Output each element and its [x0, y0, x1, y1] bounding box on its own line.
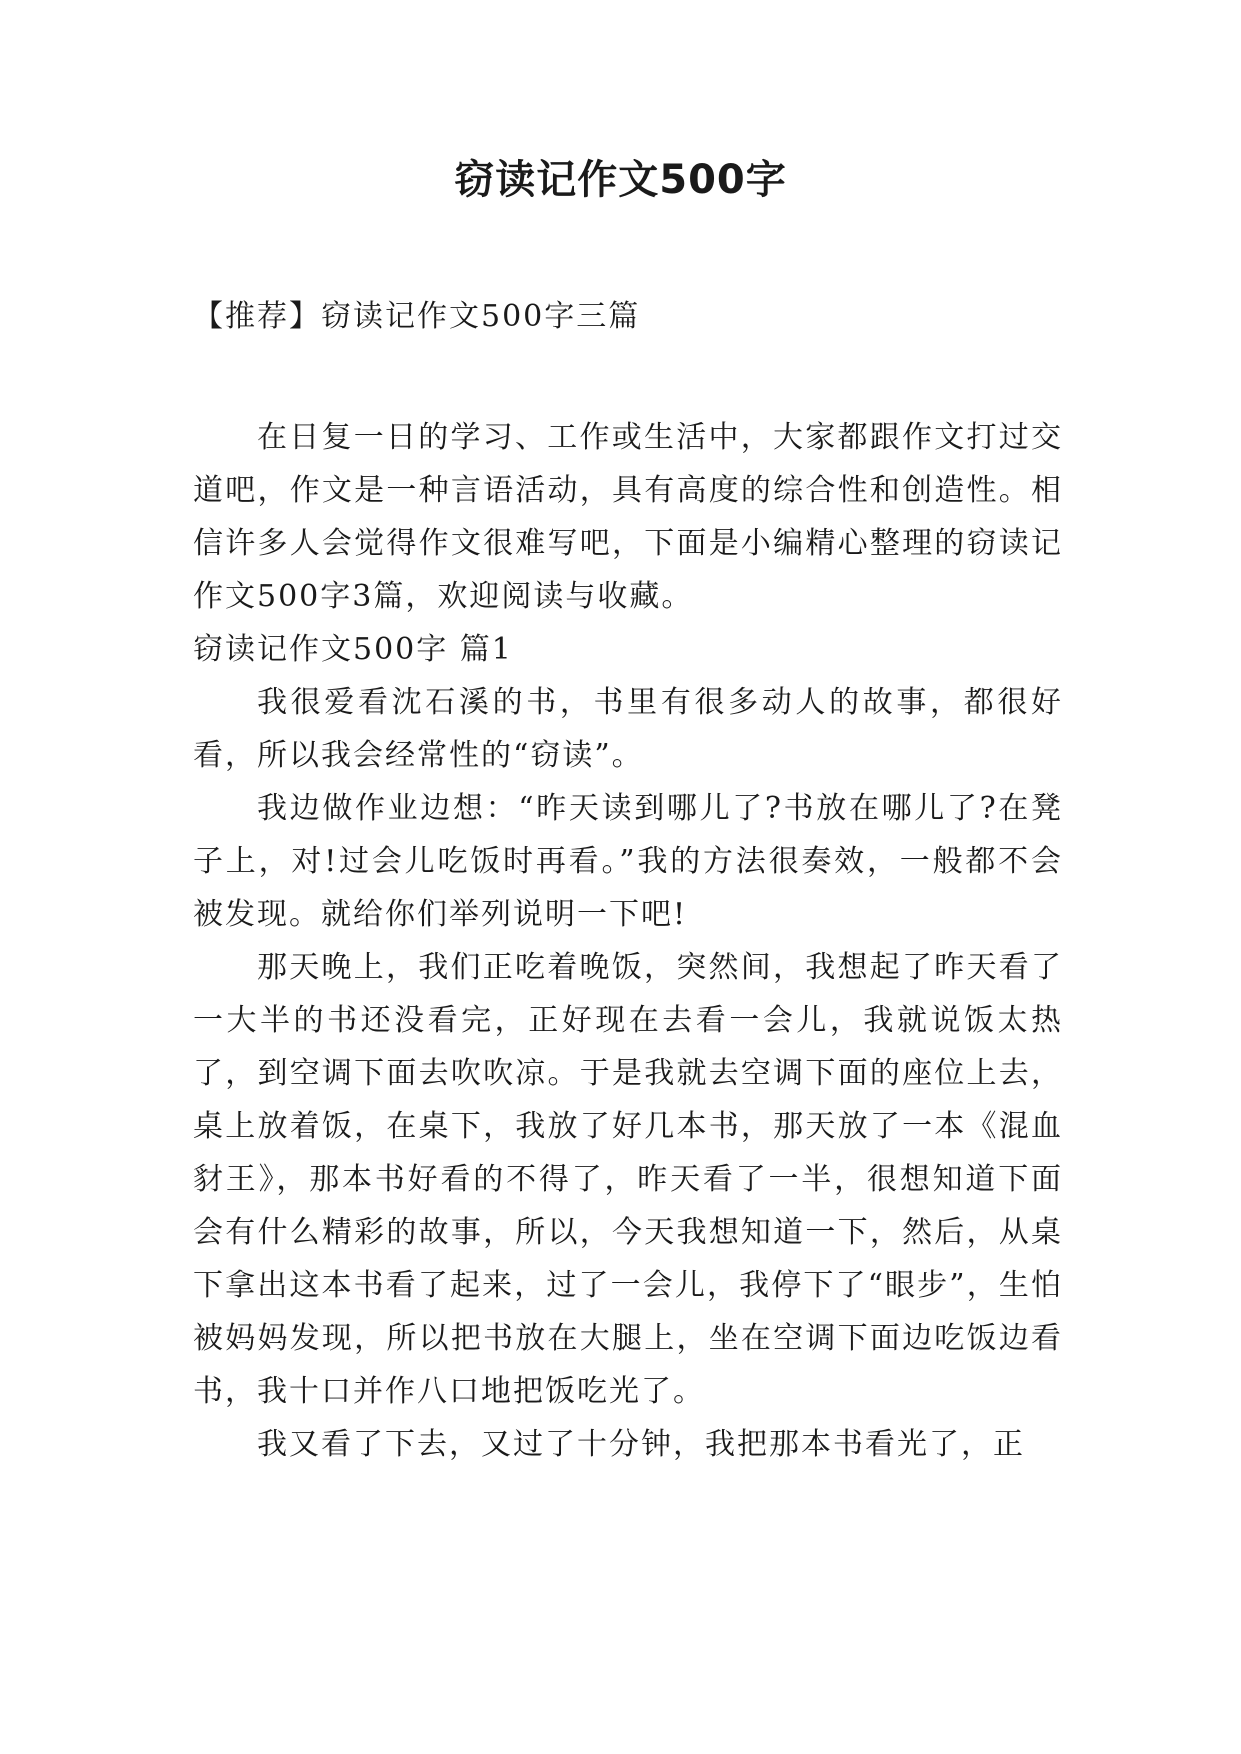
document-body — [193, 290, 1063, 1471]
section-heading: 窃读记作文500字 篇1 — [193, 632, 513, 667]
document-title: 窃读记作文500字 — [454, 157, 787, 203]
paragraph: 那天晚上，我们正吃着晚饭，突然间，我想起了昨天看了一大半的书还没看完，正好现在去看一会儿，我就说饭太热了，到空调下面去吹吹凉。于是我就去空调下面的座位上去，桌上放着饭，在桌下，我放了好几本书，那天放了一本《混血豺王》，那本书好看的不得了，昨天看了一半，很想知道下面会有什么精彩的故事，所以，今天我想知道一下，然后，从桌下拿出这本书看了起来，过了一会儿，我停下了“眼步”，生怕被妈妈发现，所以把书放在大腿上，坐在空调下面边吃饭边看书，我十口并作八口地把饭吃光了。 — [193, 950, 1063, 1409]
paragraph: 我边做作业边想：“昨天读到哪儿了?书放在哪儿了?在凳子上，对!过会儿吃饭时再看。”我的方法很奏效，一般都不会被发现。就给你们举列说明一下吧! — [193, 791, 1063, 932]
intro-paragraph: 在日复一日的学习、工作或生活中，大家都跟作文打过交道吧，作文是一种言语活动，具有高度的综合性和创造性。相信许多人会觉得作文很难写吧，下面是小编精心整理的窃读记作文500字3篇，欢迎阅读与收藏。 — [193, 420, 1063, 614]
paragraph: 我又看了下去，又过了十分钟，我把那本书看光了，正 — [257, 1427, 1025, 1462]
recommend-line: 【推荐】窃读记作文500字三篇 — [193, 299, 641, 334]
paragraph: 我很爱看沈石溪的书，书里有很多动人的故事，都很好看，所以我会经常性的“窃读”。 — [193, 685, 1063, 773]
